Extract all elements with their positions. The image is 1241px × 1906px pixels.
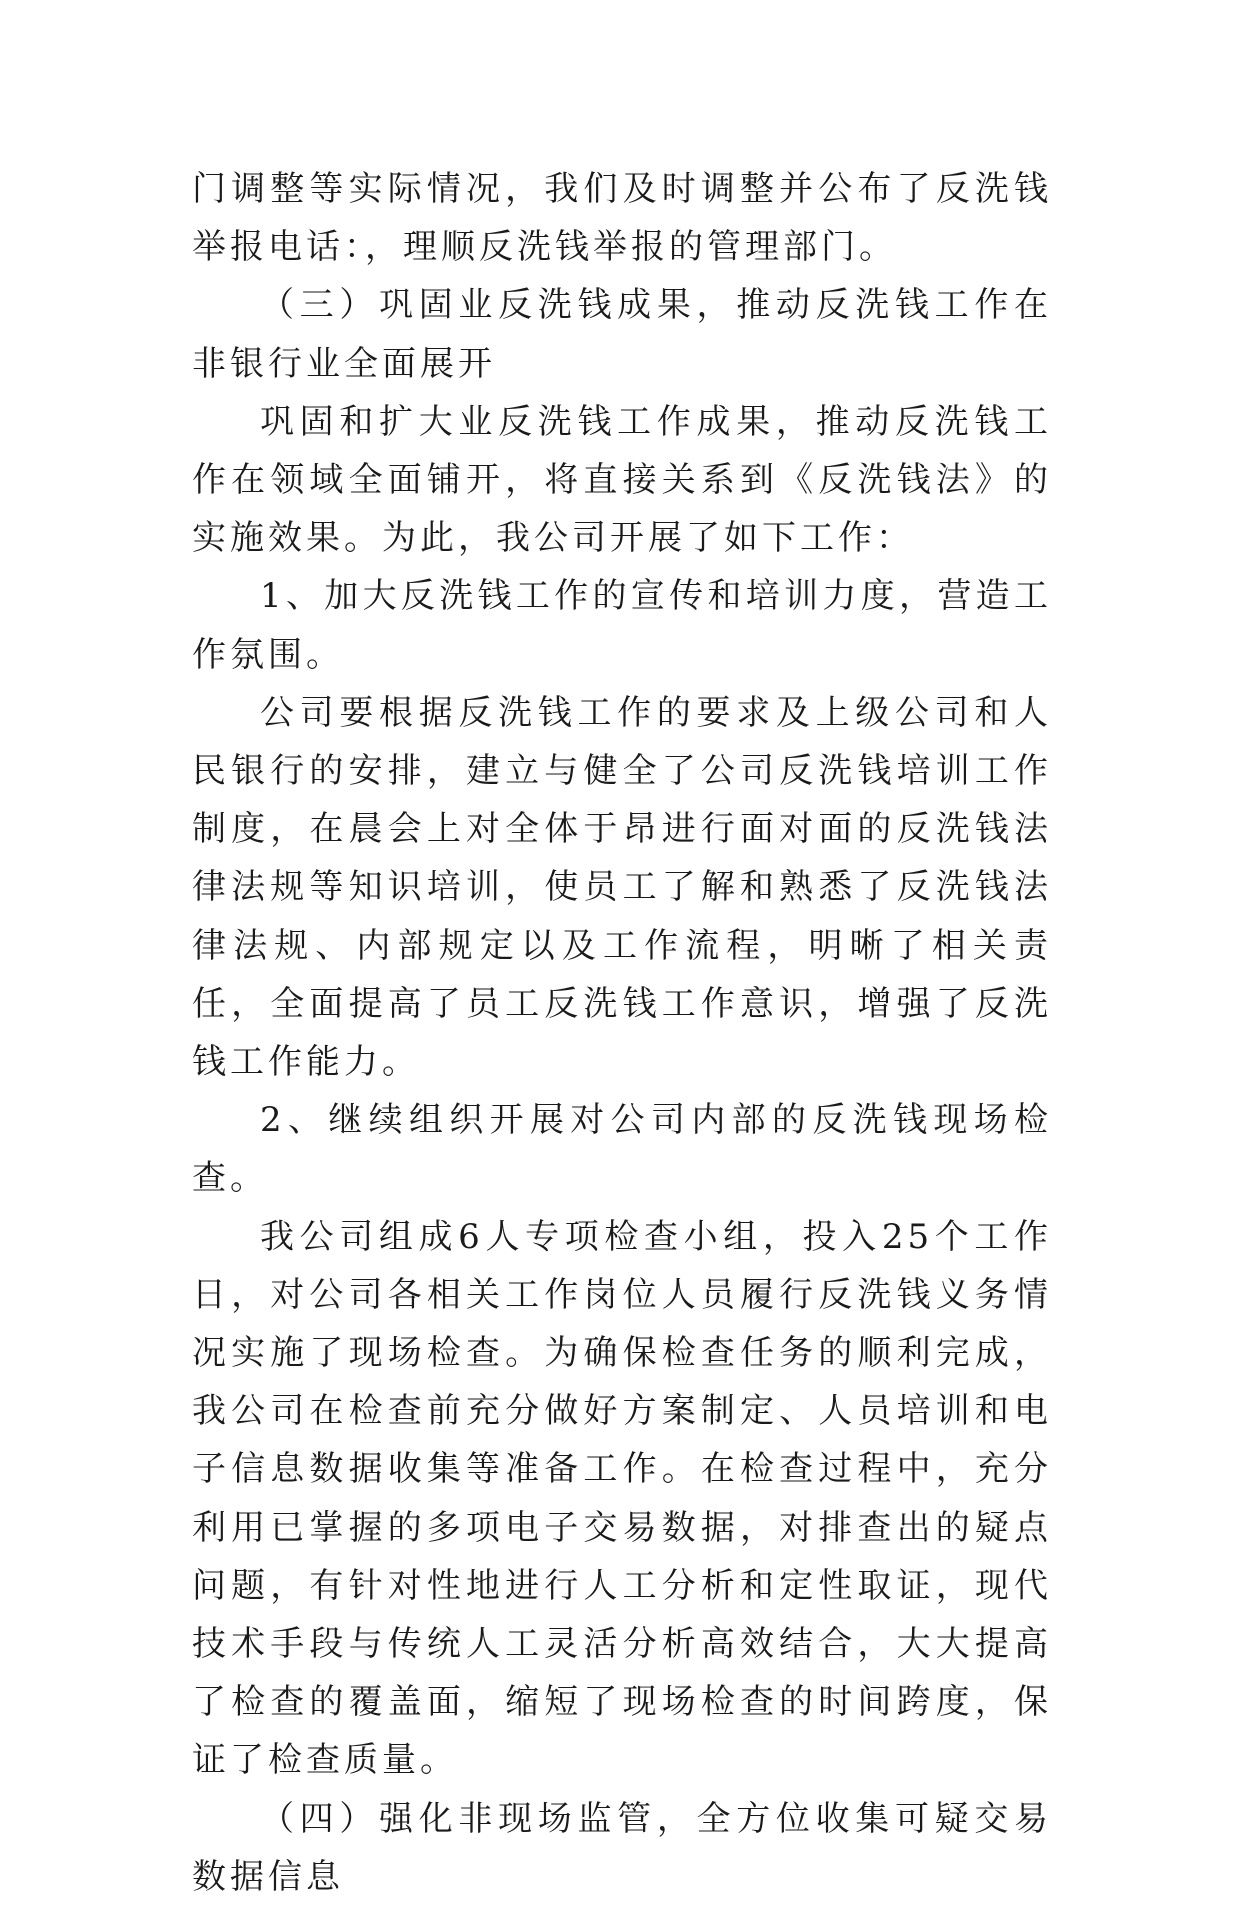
paragraph-continuation: 门调整等实际情况，我们及时调整并公布了反洗钱举报电话：，理顺反洗钱举报的管理部门。 <box>192 169 1052 268</box>
section-heading-3: （三）巩固业反洗钱成果，推动反洗钱工作在非银行业全面展开 <box>192 285 1052 384</box>
item-heading-2: 2、继续组织开展对公司内部的反洗钱现场检查。 <box>192 1100 1052 1199</box>
section-heading-4: （四）强化非现场监管，全方位收集可疑交易数据信息 <box>192 1798 1052 1897</box>
paragraph-intro: 巩固和扩大业反洗钱工作成果，推动反洗钱工作在领域全面铺开，将直接关系到《反洗钱法》的实施效果。为此，我公司开展了如下工作： <box>192 401 1052 559</box>
item-heading-1: 1、加大反洗钱工作的宣传和培训力度，营造工作氛围。 <box>192 576 1052 675</box>
paragraph-training: 公司要根据反洗钱工作的要求及上级公司和人民银行的安排，建立与健全了公司反洗钱培训工作制度，在晨会上对全体于昂进行面对面的反洗钱法律法规等知识培训，使员工了解和熟悉了反洗钱法律法规、内部规定以及工作流程，明晰了相关责任，全面提高了员工反洗钱工作意识，增强了反洗钱工作能力。 <box>192 692 1052 1083</box>
body-text <box>192 160 1052 1906</box>
paragraph-inspection: 我公司组成6人专项检查小组，投入25个工作日，对公司各相关工作岗位人员履行反洗钱义务情况实施了现场检查。为确保检查任务的顺利完成，我公司在检查前充分做好方案制定、人员培训和电子信息数据收集等准备工作。在检查过程中，充分利用已掌握的多项电子交易数据，对排查出的疑点问题，有针对性地进行人工分析和定性取证，现代技术手段与传统人工灵活分析高效结合，大大提高了检查的覆盖面，缩短了现场检查的时间跨度，保证了检查质量。 <box>192 1216 1052 1781</box>
